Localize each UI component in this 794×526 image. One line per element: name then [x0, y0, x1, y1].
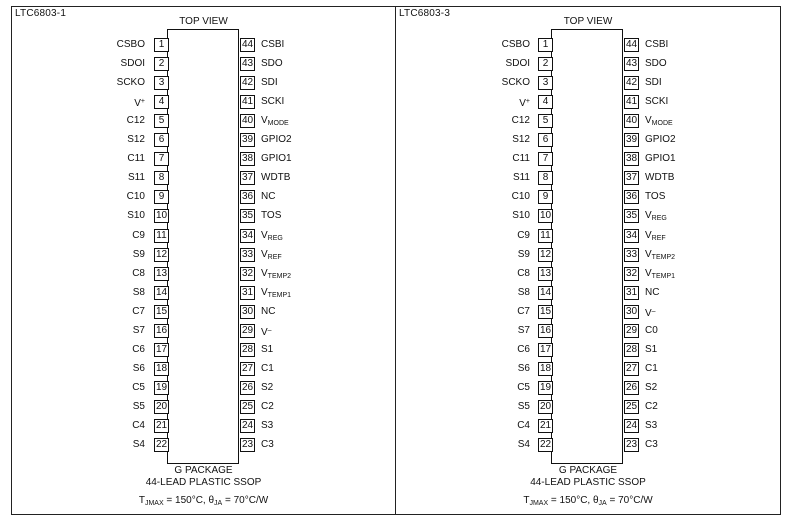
pin-number: 11 [154, 229, 169, 243]
pin-number: 41 [625, 96, 638, 107]
pin-name: S9 [132, 249, 145, 260]
pin-name: V+ [519, 98, 530, 109]
pin-name: CSBO [116, 39, 145, 50]
pin-name: $V_{REG}$ [645, 210, 667, 222]
pin-name: S3 [645, 420, 658, 431]
pin-number: 20 [155, 401, 168, 412]
pin-number: 18 [539, 363, 552, 374]
pin-number: 21 [155, 420, 168, 431]
pin-number: 8 [538, 171, 553, 185]
pin-name: SCKO [501, 77, 530, 88]
pin-number: 21 [539, 420, 552, 431]
pin-number: 24 [241, 420, 254, 431]
pin-name: S8 [132, 287, 145, 298]
pin-name: S1 [645, 344, 658, 355]
pin-name: $V_{REG}$ [261, 230, 283, 242]
pin-number: 23 [241, 439, 254, 450]
pin-number: 34 [241, 230, 254, 241]
pin-number: 10 [155, 210, 168, 221]
package-description: 44-LEAD PLASTIC SSOP [145, 477, 262, 488]
pin-name: S6 [517, 363, 530, 374]
pin-number: 4 [154, 95, 169, 109]
pin-name: C8 [132, 268, 145, 279]
pin-name: $V_{MODE}$ [261, 115, 289, 127]
pin-name: S2 [261, 382, 274, 393]
pin-name: C12 [511, 115, 530, 126]
pin-name: CSBO [501, 39, 530, 50]
pin-name: S6 [132, 363, 145, 374]
package-name: G PACKAGE [174, 465, 233, 476]
pin-name: SCKI [645, 96, 669, 107]
pin-name: GPIO1 [261, 153, 292, 164]
pin-number: 24 [625, 420, 638, 431]
pin-number: 15 [539, 306, 552, 317]
pin-name: C11 [127, 153, 145, 164]
pin-number: 37 [241, 172, 254, 183]
pin-name: WDTB [261, 172, 291, 183]
top-view-label: TOP VIEW [563, 16, 613, 27]
pin-name: GPIO2 [645, 134, 676, 145]
pin-number: 25 [241, 401, 254, 412]
pin-number: 29 [625, 325, 638, 336]
pin-name: C4 [132, 420, 145, 431]
pin-number: 1 [538, 38, 553, 52]
pin-number: 15 [155, 306, 168, 317]
pin-name: C9 [517, 230, 530, 241]
pin-number: 34 [625, 230, 638, 241]
pin-number: 14 [539, 287, 552, 298]
pin-number: 26 [625, 382, 638, 393]
pin-name: CSBI [261, 39, 285, 50]
pin-name: S3 [261, 420, 274, 431]
pin-name: C4 [517, 420, 530, 431]
pin-name: SCKO [116, 77, 145, 88]
pin-number: 1 [154, 38, 169, 52]
pin-number: 22 [155, 439, 168, 450]
pinout-panel-ltc6803-1 [11, 6, 396, 515]
pin-number: 43 [625, 58, 638, 69]
pin-number: 6 [154, 133, 169, 147]
pin-name: TOS [261, 210, 282, 221]
pin-name: C10 [126, 191, 145, 202]
pin-name: $V_{MODE}$ [645, 115, 673, 127]
pin-number: 44 [241, 39, 254, 50]
pin-number: 14 [155, 287, 168, 298]
pin-number: 8 [154, 171, 169, 185]
thermal-spec: $T_{JMAX} = 150^\circ C$, $\theta_{JA} = 70^\circ C/W$ [523, 495, 653, 507]
pin-number: 26 [241, 382, 254, 393]
pin-name: S10 [512, 210, 530, 221]
pin-number: 20 [539, 401, 552, 412]
pin-name: C0 [645, 325, 658, 336]
pin-name: C9 [132, 230, 145, 241]
pin-number: 29 [241, 325, 254, 336]
pin-number: 7 [154, 152, 169, 166]
pin-number: 18 [155, 363, 168, 374]
pin-number: 32 [625, 268, 638, 279]
pin-number: 39 [241, 134, 254, 145]
pin-name: S4 [132, 439, 145, 450]
pin-number: 31 [241, 287, 254, 298]
pin-list [12, 7, 395, 514]
pin-number: 35 [625, 210, 638, 221]
pin-number: 36 [625, 191, 638, 202]
pin-number: 35 [241, 210, 254, 221]
thermal-spec: $T_{JMAX} = 150^\circ C$, $\theta_{JA} = 70^\circ C/W$ [138, 495, 269, 507]
pin-name: C6 [132, 344, 145, 355]
pin-number: 33 [241, 249, 254, 260]
pin-number: 13 [155, 268, 168, 279]
pin-name: C3 [261, 439, 274, 450]
pin-name: $V_{REF}$ [261, 249, 282, 261]
pin-number: 23 [625, 439, 638, 450]
pin-name: S2 [645, 382, 658, 393]
pin-number: 2 [538, 57, 553, 71]
pin-number: 28 [241, 344, 254, 355]
pin-name: C1 [645, 363, 658, 374]
pin-name: S12 [127, 134, 145, 145]
pin-name: C5 [132, 382, 145, 393]
pin-name: S11 [127, 172, 145, 183]
pin-number: 37 [625, 172, 638, 183]
pin-number: 19 [155, 382, 168, 393]
pin-name: NC [261, 191, 276, 202]
pin-name: WDTB [645, 172, 675, 183]
pin-name: GPIO2 [261, 134, 292, 145]
pin-name: SDO [645, 58, 667, 69]
pin-number: 31 [625, 287, 638, 298]
pin-name: S1 [261, 344, 274, 355]
pin-number: 9 [538, 190, 553, 204]
package-description: 44-LEAD PLASTIC SSOP [530, 477, 646, 488]
pin-number: 17 [539, 344, 552, 355]
pinout-panel-ltc6803-3 [395, 6, 781, 515]
pin-name: S5 [132, 401, 145, 412]
pin-name: C2 [261, 401, 274, 412]
pin-number: 27 [625, 363, 638, 374]
pin-number: 12 [539, 249, 552, 260]
pin-number: 10 [539, 210, 552, 221]
pin-number: 30 [625, 306, 638, 317]
pin-number: 3 [538, 76, 553, 90]
pin-name: C3 [645, 439, 658, 450]
pin-number: 36 [241, 191, 254, 202]
pin-number: 4 [538, 95, 553, 109]
pin-name: S11 [512, 172, 530, 183]
pin-number: 25 [625, 401, 638, 412]
pin-number: 40 [625, 115, 638, 126]
pin-name: CSBI [645, 39, 669, 50]
pin-name: C12 [126, 115, 145, 126]
pin-number: 44 [625, 39, 638, 50]
pin-number: 33 [625, 249, 638, 260]
pin-name: SDO [261, 58, 283, 69]
pin-name: S8 [517, 287, 530, 298]
pin-name: S5 [517, 401, 530, 412]
pin-number: 39 [625, 134, 638, 145]
pin-name: S4 [517, 439, 530, 450]
pin-number: 42 [241, 77, 254, 88]
pin-number: 43 [241, 58, 254, 69]
pin-name: S10 [127, 210, 145, 221]
pin-number: 7 [538, 152, 553, 166]
pin-name: $V_{TEMP1}$ [645, 268, 676, 280]
part-number-label: LTC6803-3 [399, 8, 451, 19]
pin-name: C11 [512, 153, 530, 164]
pin-number: 12 [155, 249, 168, 260]
pin-number: 17 [155, 344, 168, 355]
pin-name: SDOI [120, 58, 145, 69]
pin-number: 5 [538, 114, 553, 128]
pin-name: NC [261, 306, 276, 317]
pin-name: S7 [132, 325, 145, 336]
pin-name: S9 [517, 249, 530, 260]
top-view-label: TOP VIEW [179, 16, 228, 27]
pin-name: SCKI [261, 96, 285, 107]
pin-name: V+ [134, 98, 145, 109]
pin-name: C1 [261, 363, 274, 374]
pin-number: 9 [154, 190, 169, 204]
pin-name: V– [261, 327, 272, 338]
pin-name: C5 [517, 382, 530, 393]
pin-name: S7 [517, 325, 530, 336]
pin-name: C6 [517, 344, 530, 355]
pin-number: 30 [241, 306, 254, 317]
pin-name: C10 [511, 191, 530, 202]
pin-name: SDI [645, 77, 662, 88]
pin-name: S12 [512, 134, 530, 145]
pin-number: 28 [625, 344, 638, 355]
pin-name: V– [645, 308, 656, 319]
part-number-label: LTC6803-1 [15, 8, 67, 19]
pin-number: 38 [625, 153, 638, 164]
package-name: G PACKAGE [558, 465, 618, 476]
pin-list [396, 7, 780, 514]
pin-name: TOS [645, 191, 666, 202]
pin-name: $V_{TEMP1}$ [261, 287, 292, 299]
pin-number: 32 [241, 268, 254, 279]
pin-number: 11 [538, 229, 553, 243]
pin-number: 5 [154, 114, 169, 128]
pin-number: 3 [154, 76, 169, 90]
pin-number: 6 [538, 133, 553, 147]
pin-name: $V_{REF}$ [645, 230, 666, 242]
pin-name: $V_{TEMP2}$ [261, 268, 292, 280]
pin-number: 16 [539, 325, 552, 336]
pin-number: 19 [539, 382, 552, 393]
pin-number: 13 [539, 268, 552, 279]
pin-name: SDOI [505, 58, 530, 69]
pin-number: 38 [241, 153, 254, 164]
pin-number: 27 [241, 363, 254, 374]
pin-name: C8 [517, 268, 530, 279]
pin-number: 42 [625, 77, 638, 88]
pin-number: 2 [154, 57, 169, 71]
pin-number: 41 [241, 96, 254, 107]
pin-name: C7 [132, 306, 145, 317]
pin-name: $V_{TEMP2}$ [645, 249, 676, 261]
pin-number: 16 [155, 325, 168, 336]
pin-number: 22 [539, 439, 552, 450]
pin-name: C2 [645, 401, 658, 412]
pin-name: C7 [517, 306, 530, 317]
pin-name: GPIO1 [645, 153, 676, 164]
pin-number: 40 [241, 115, 254, 126]
pin-name: SDI [261, 77, 278, 88]
pin-name: NC [645, 287, 660, 298]
